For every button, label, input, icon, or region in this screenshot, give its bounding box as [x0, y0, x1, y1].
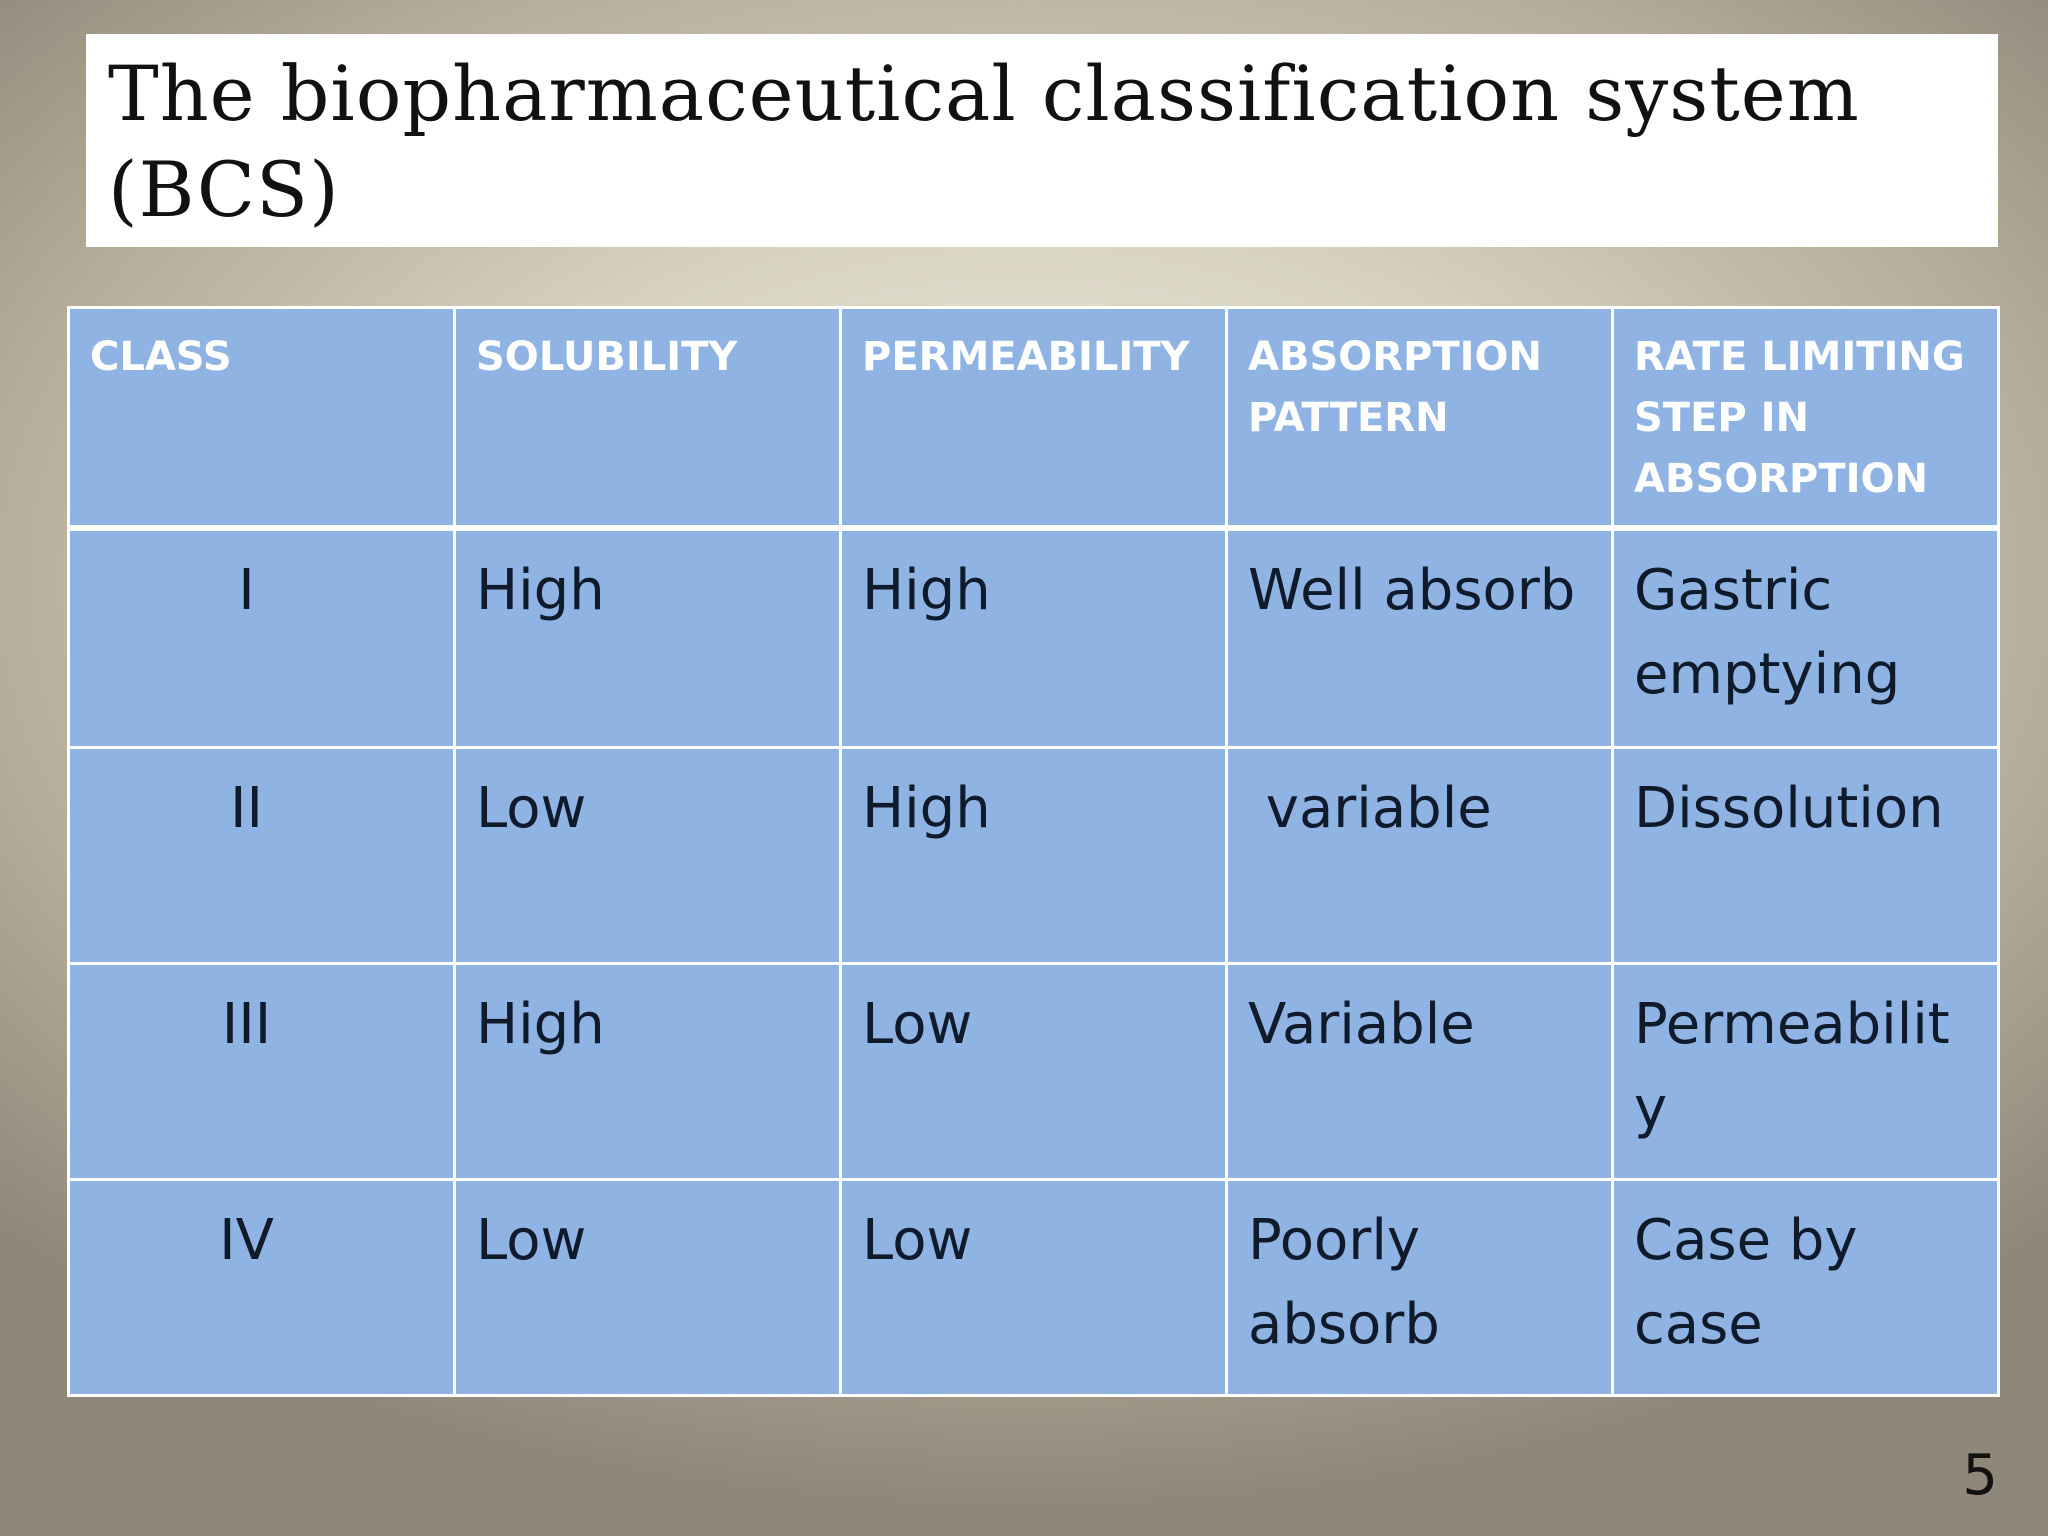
rate-limiting-step-cell: Dissolution [1613, 748, 1999, 964]
class-cell: I [69, 528, 455, 748]
title-box [86, 34, 1998, 247]
permeability-cell: High [841, 528, 1227, 748]
table-row [69, 964, 1999, 1180]
solubility-cell: Low [455, 748, 841, 964]
rate-limiting-step-cell: Gastric emptying [1613, 528, 1999, 748]
class-cell: III [69, 964, 455, 1180]
rate-limiting-step-cell: Case by case [1613, 1180, 1999, 1396]
absorption-pattern-cell: Variable [1227, 964, 1613, 1180]
class-cell: IV [69, 1180, 455, 1396]
class-cell: II [69, 748, 455, 964]
table-row [69, 1180, 1999, 1396]
header-solubility: SOLUBILITY [455, 308, 841, 528]
solubility-cell: High [455, 964, 841, 1180]
page-number: 5 [1962, 1443, 1998, 1508]
rate-limiting-step-cell: Permeability [1613, 964, 1999, 1180]
header-rate-limiting-step: RATE LIMITING STEP IN ABSORPTION [1613, 308, 1999, 528]
bcs-table [67, 306, 2000, 1397]
absorption-pattern-cell: Well absorb [1227, 528, 1613, 748]
header-class: CLASS [69, 308, 455, 528]
solubility-cell: High [455, 528, 841, 748]
solubility-cell: Low [455, 1180, 841, 1396]
permeability-cell: Low [841, 1180, 1227, 1396]
absorption-pattern-cell: variable [1227, 748, 1613, 964]
header-row [69, 308, 1999, 528]
table-row [69, 748, 1999, 964]
header-absorption-pattern: ABSORPTION PATTERN [1227, 308, 1613, 528]
permeability-cell: High [841, 748, 1227, 964]
header-permeability: PERMEABILITY [841, 308, 1227, 528]
table-row [69, 528, 1999, 748]
absorption-pattern-cell: Poorly absorb [1227, 1180, 1613, 1396]
slide-title: The biopharmaceutical classification system (BCS) [108, 49, 1860, 234]
permeability-cell: Low [841, 964, 1227, 1180]
